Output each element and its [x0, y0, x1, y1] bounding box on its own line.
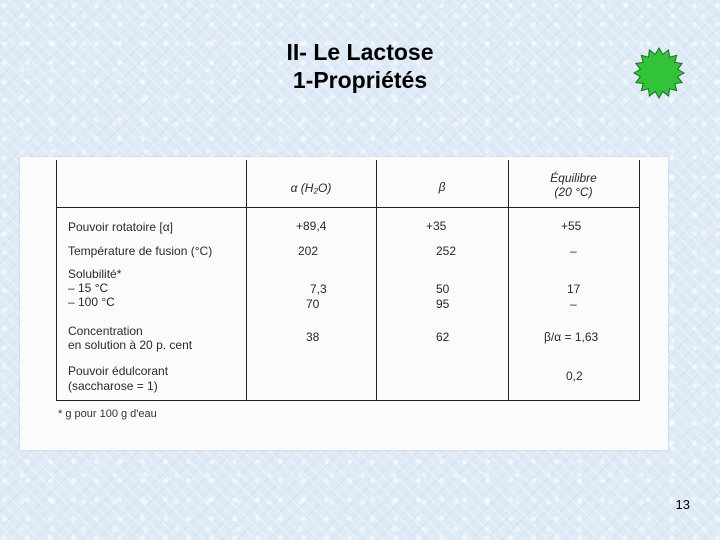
table-header-rule	[56, 207, 640, 208]
properties-table-image	[20, 157, 668, 450]
table-border-right	[639, 160, 640, 400]
row-label-concentration: Concentration	[68, 324, 143, 338]
table-border-left	[56, 160, 57, 400]
cell-alpha: 7,3	[310, 282, 327, 296]
green-starburst-icon	[633, 47, 685, 99]
table-header-alpha: α (H₂O)	[290, 181, 332, 195]
page-number: 13	[675, 497, 690, 512]
row-label-solubility: Solubilité*	[68, 267, 122, 281]
cell-alpha: 70	[306, 297, 320, 311]
row-label-solubility-15c: – 15 °C	[68, 281, 109, 295]
row-label-sweetening-power: Pouvoir édulcorant	[68, 364, 169, 378]
cell-alpha: 202	[298, 244, 319, 258]
table-bottom-rule	[56, 400, 640, 401]
table-header-equilibrium-temp: (20 °C)	[554, 185, 593, 199]
cell-equilibrium: β/α = 1,63	[544, 330, 599, 344]
cell-beta: 50	[436, 282, 450, 296]
cell-equilibrium: –	[570, 297, 577, 311]
slide-title	[160, 38, 560, 94]
slide-title-line-2: 1-Propriétés	[292, 67, 428, 93]
row-label-concentration-solution: en solution à 20 p. cent	[68, 338, 193, 352]
row-label-sucrose-reference: (saccharose = 1)	[68, 379, 158, 393]
cell-beta: 252	[436, 244, 457, 258]
cell-equilibrium: +55	[561, 219, 582, 233]
row-label-rotatory-power: Pouvoir rotatoire [α]	[68, 220, 173, 234]
table-header-beta: β	[438, 180, 446, 194]
row-label-melting-temp: Température de fusion (°C)	[68, 244, 213, 258]
cell-equilibrium: 17	[567, 282, 581, 296]
row-label-solubility-100c: – 100 °C	[68, 295, 115, 309]
table-divider-2	[376, 160, 377, 400]
cell-equilibrium: –	[570, 244, 577, 258]
slide-title-line-1: II- Le Lactose	[286, 39, 434, 65]
cell-beta: +35	[426, 219, 447, 233]
cell-beta: 95	[436, 297, 450, 311]
table-footnote: * g pour 100 g d'eau	[58, 408, 157, 420]
table-divider-1	[246, 160, 247, 400]
cell-alpha: +89,4	[296, 219, 327, 233]
cell-alpha: 38	[306, 330, 320, 344]
table-header-equilibrium: Équilibre	[550, 171, 597, 185]
properties-table	[56, 160, 660, 404]
cell-equilibrium: 0,2	[566, 369, 583, 383]
cell-beta: 62	[436, 330, 450, 344]
